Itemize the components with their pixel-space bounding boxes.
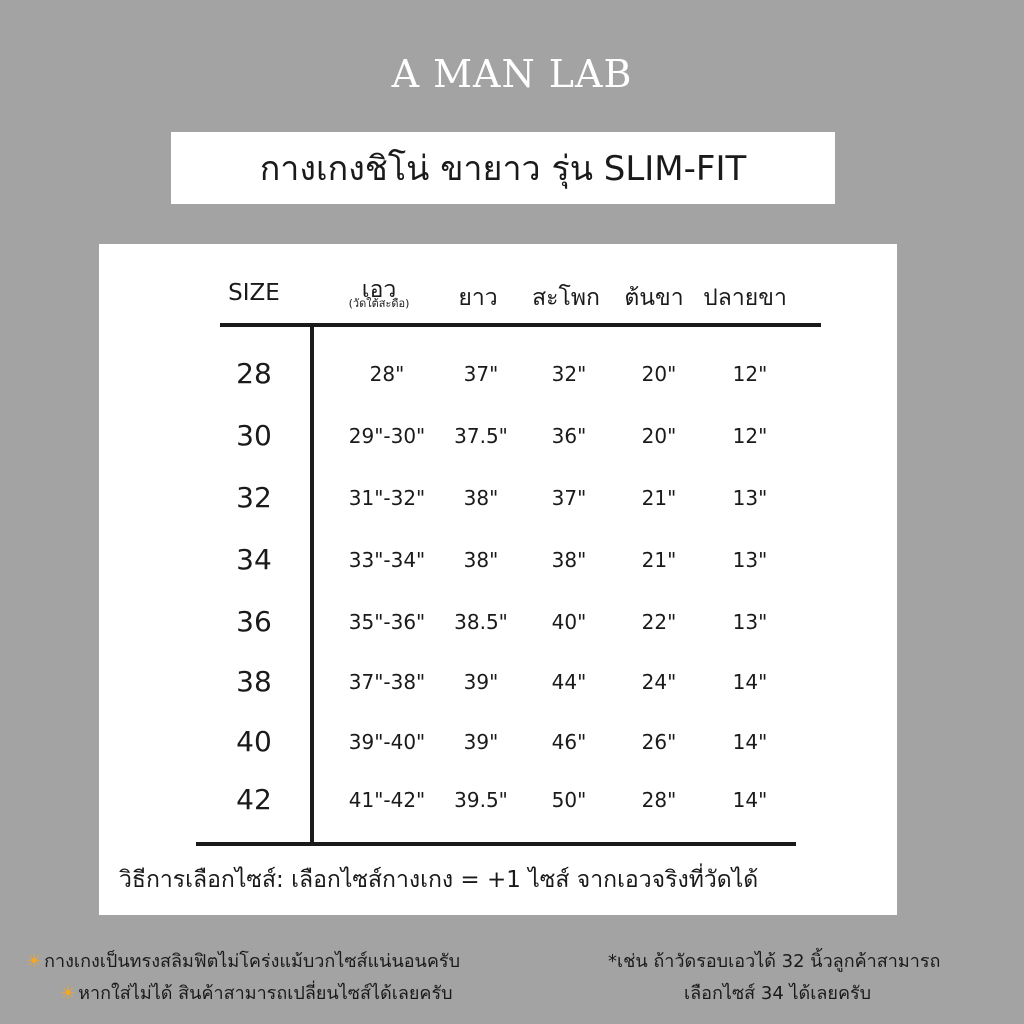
cell-hip: 40" bbox=[551, 610, 587, 634]
cell-hip: 46" bbox=[551, 730, 587, 754]
sun-icon: ☀ bbox=[26, 951, 43, 972]
cell-length: 38.5" bbox=[454, 610, 508, 634]
size-chart-card bbox=[99, 244, 897, 915]
cell-size: 30 bbox=[236, 419, 272, 452]
table-row bbox=[99, 722, 897, 762]
sun-icon: ☀ bbox=[60, 983, 77, 1004]
cell-thigh: 28" bbox=[641, 788, 677, 812]
cell-hip: 38" bbox=[551, 548, 587, 572]
cell-waist: 31"-32" bbox=[348, 486, 426, 510]
note-left-1-text: กางเกงเป็นทรงสลิมฟิตไม่โคร่งแม้บวกไซส์แน่นอนครับ bbox=[44, 951, 460, 972]
cell-length: 38" bbox=[463, 548, 499, 572]
header-waist-note: (วัดใต้สะดือ) bbox=[348, 297, 410, 310]
cell-leg-opening: 13" bbox=[732, 610, 768, 634]
cell-waist: 28" bbox=[369, 362, 405, 386]
cell-size: 42 bbox=[236, 783, 272, 816]
cell-hip: 32" bbox=[551, 362, 587, 386]
size-selection-guide: วิธีการเลือกไซส์: เลือกไซส์กางเกง = +1 ไซส์ จากเอวจริงที่วัดได้ bbox=[119, 867, 759, 893]
cell-size: 40 bbox=[236, 725, 272, 758]
table-row bbox=[99, 416, 897, 456]
table-row bbox=[99, 602, 897, 642]
cell-leg-opening: 13" bbox=[732, 486, 768, 510]
cell-hip: 50" bbox=[551, 788, 587, 812]
cell-leg-opening: 12" bbox=[732, 424, 768, 448]
header-leg-opening: ปลายขา bbox=[703, 285, 787, 311]
cell-length: 37.5" bbox=[454, 424, 508, 448]
page-title: กางเกงชิโน่ ขายาว รุ่น SLIM-FIT bbox=[259, 149, 747, 189]
note-left-1 bbox=[26, 946, 460, 975]
cell-hip: 44" bbox=[551, 670, 587, 694]
table-row bbox=[99, 780, 897, 820]
cell-length: 38" bbox=[463, 486, 499, 510]
cell-waist: 41"-42" bbox=[348, 788, 426, 812]
note-right-2: เลือกไซส์ 34 ได้เลยครับ bbox=[684, 983, 872, 1004]
table-row bbox=[99, 540, 897, 580]
cell-leg-opening: 14" bbox=[732, 730, 768, 754]
cell-waist: 35"-36" bbox=[348, 610, 426, 634]
header-thigh: ต้นขา bbox=[624, 285, 684, 311]
brand-logo-text: A MAN LAB bbox=[391, 52, 633, 96]
header-waist: เอว bbox=[361, 277, 397, 303]
cell-thigh: 21" bbox=[641, 486, 677, 510]
table-row bbox=[99, 662, 897, 702]
cell-leg-opening: 14" bbox=[732, 670, 768, 694]
cell-hip: 36" bbox=[551, 424, 587, 448]
cell-thigh: 24" bbox=[641, 670, 677, 694]
cell-leg-opening: 13" bbox=[732, 548, 768, 572]
header-length: ยาว bbox=[458, 285, 498, 311]
cell-waist: 37"-38" bbox=[348, 670, 426, 694]
note-left-2 bbox=[60, 978, 453, 1007]
cell-size: 34 bbox=[236, 543, 272, 576]
table-bottom-divider bbox=[196, 842, 796, 846]
cell-leg-opening: 14" bbox=[732, 788, 768, 812]
cell-hip: 37" bbox=[551, 486, 587, 510]
cell-length: 39.5" bbox=[454, 788, 508, 812]
size-table-body bbox=[99, 244, 897, 915]
cell-thigh: 21" bbox=[641, 548, 677, 572]
cell-length: 37" bbox=[463, 362, 499, 386]
table-row bbox=[99, 354, 897, 394]
cell-length: 39" bbox=[463, 730, 499, 754]
note-left-2-text: หากใส่ไม่ได้ สินค้าสามารถเปลี่ยนไซส์ได้เลยครับ bbox=[78, 983, 453, 1004]
title-banner bbox=[171, 132, 835, 204]
cell-thigh: 20" bbox=[641, 424, 677, 448]
cell-size: 28 bbox=[236, 357, 272, 390]
cell-size: 36 bbox=[236, 605, 272, 638]
cell-leg-opening: 12" bbox=[732, 362, 768, 386]
cell-size: 38 bbox=[236, 665, 272, 698]
header-size: SIZE bbox=[228, 280, 280, 306]
cell-thigh: 20" bbox=[641, 362, 677, 386]
cell-thigh: 26" bbox=[641, 730, 677, 754]
table-row bbox=[99, 478, 897, 518]
cell-thigh: 22" bbox=[641, 610, 677, 634]
cell-size: 32 bbox=[236, 481, 272, 514]
cell-waist: 29"-30" bbox=[348, 424, 426, 448]
header-hip: สะโพก bbox=[532, 285, 600, 311]
cell-length: 39" bbox=[463, 670, 499, 694]
cell-waist: 33"-34" bbox=[348, 548, 426, 572]
cell-waist: 39"-40" bbox=[348, 730, 426, 754]
note-right-1: *เช่น ถ้าวัดรอบเอวได้ 32 นิ้วลูกค้าสามารถ bbox=[608, 951, 941, 972]
